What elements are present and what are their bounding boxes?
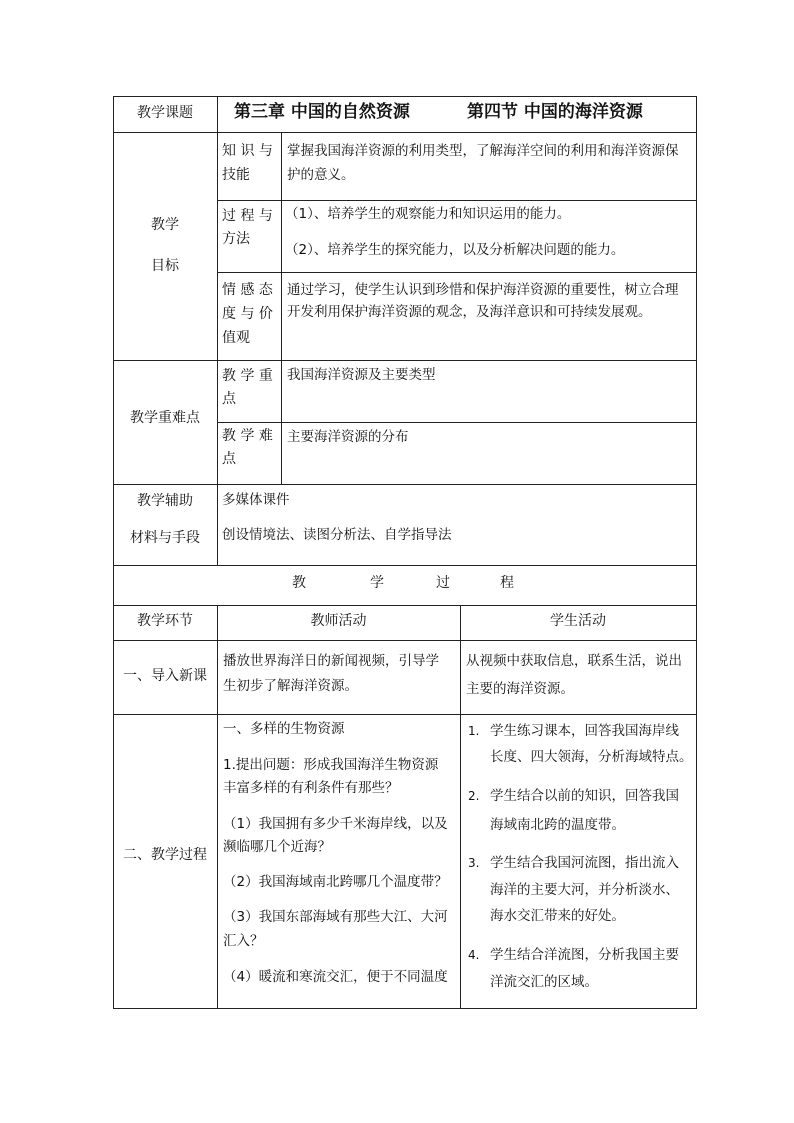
process-label-1: 过 程 与	[222, 208, 273, 224]
col-divider	[281, 132, 282, 484]
row-divider	[113, 360, 697, 361]
process-header-char-1: 教	[292, 575, 306, 591]
column-header-teacher: 教师活动	[310, 613, 367, 629]
table-border-bottom	[113, 1008, 697, 1009]
aids-label-2: 材料与手段	[130, 530, 200, 546]
chapter-title: 第三章 中国的自然资源	[234, 102, 410, 122]
row-divider	[113, 132, 697, 133]
student-item-line: 海域南北跨的温度带。	[490, 817, 625, 833]
teacher-activity-line: 汇入？	[223, 933, 264, 949]
keypoints-label: 教学重难点	[130, 410, 200, 426]
process-header-char-3: 过	[436, 575, 450, 591]
knowledge-text-1: 掌握我国海洋资源的利用类型，了解海洋空间的利用和海洋资源保	[287, 143, 679, 159]
process-header-char-4: 程	[500, 575, 514, 591]
difficulty-label-1: 教 学 难	[222, 428, 273, 444]
row-divider	[113, 605, 697, 606]
col-divider	[460, 605, 461, 1008]
teacher-activity-line: （3）我国东部海域有那些大江、大河	[223, 909, 448, 925]
table-border-right	[696, 96, 697, 1009]
student-item-number: 1.	[468, 724, 480, 738]
student-item-line: 学生结合以前的知识，回答我国	[490, 788, 679, 804]
emotion-label-2: 度 与 价	[222, 306, 273, 322]
topic-label: 教学课题	[137, 105, 193, 121]
intro-teacher-2: 生初步了解海洋资源。	[223, 678, 358, 694]
objectives-label-2: 目标	[151, 258, 179, 274]
row-divider	[113, 714, 697, 715]
process-header-char-2: 学	[370, 575, 384, 591]
emotion-label-3: 值观	[222, 330, 250, 346]
student-item-line: 学生结合洋流图，分析我国主要	[490, 947, 679, 963]
process-item-2: （2）、培养学生的探究能力，以及分析解决问题的能力。	[285, 242, 625, 258]
student-item-line: 长度、四大领海，分析海域特点。	[490, 749, 693, 765]
intro-teacher-1: 播放世界海洋日的新闻视频，引导学	[223, 653, 439, 669]
col-divider	[217, 96, 218, 565]
objectives-label-1: 教学	[151, 217, 179, 233]
knowledge-text-2: 护的意义。	[287, 167, 355, 183]
subrow-divider	[217, 272, 697, 273]
row-divider	[113, 640, 697, 641]
student-item-line: 海洋的主要大河，并分析淡水、	[490, 882, 679, 898]
teacher-activity-line: 一、多样的生物资源	[223, 721, 345, 737]
student-item-line: 学生练习课本，回答我国海岸线	[490, 723, 679, 739]
stage-teaching: 二、教学过程	[123, 847, 207, 863]
column-header-stage: 教学环节	[137, 613, 193, 629]
student-item-number: 3.	[468, 856, 480, 870]
section-title: 第四节 中国的海洋资源	[467, 102, 643, 122]
teacher-activity-line: 濒临哪几个近海？	[223, 839, 331, 855]
teacher-activity-line: （2）我国海域南北跨哪几个温度带？	[223, 874, 448, 890]
focus-text: 我国海洋资源及主要类型	[287, 367, 436, 383]
student-item-line: 海水交汇带来的好处。	[490, 908, 625, 924]
student-item-number: 4.	[468, 948, 480, 962]
process-label-2: 方法	[222, 231, 250, 247]
emotion-text-2: 开发利用保护海洋资源的观念，及海洋意识和可持续发展观。	[287, 304, 652, 320]
emotion-text-1: 通过学习，使学生认识到珍惜和保护海洋资源的重要性，树立合理	[287, 282, 679, 298]
emotion-label-1: 情 感 态	[222, 282, 273, 298]
aids-line-2: 创设情境法、读图分析法、自学指导法	[222, 527, 452, 543]
intro-student-1: 从视频中获取信息，联系生活，说出	[466, 653, 682, 669]
student-item-line: 洋流交汇的区域。	[490, 974, 598, 990]
column-header-student: 学生活动	[550, 613, 606, 629]
knowledge-label-2: 技能	[222, 167, 250, 183]
teacher-activity-line: （1）我国拥有多少千米海岸线，以及	[223, 816, 448, 832]
knowledge-label-1: 知 识 与	[222, 143, 273, 159]
student-item-line: 学生结合我国河流图，指出流入	[490, 855, 679, 871]
teacher-activity-line: （4）暖流和寒流交汇，便于不同温度	[223, 969, 448, 985]
row-divider	[113, 565, 697, 566]
teacher-activity-line: 1.提出问题：形成我国海洋生物资源	[223, 757, 439, 773]
focus-label-1: 教 学 重	[222, 368, 273, 384]
row-divider	[113, 484, 697, 485]
focus-label-2: 点	[222, 391, 236, 407]
stage-intro: 一、导入新课	[123, 668, 207, 684]
aids-line-1: 多媒体课件	[222, 492, 290, 508]
col-divider	[217, 605, 218, 1008]
teacher-activity-line: 丰富多样的有利条件有那些？	[223, 780, 399, 796]
table-border-top	[113, 96, 697, 97]
process-item-1: （1）、培养学生的观察能力和知识运用的能力。	[285, 206, 571, 222]
difficulty-text: 主要海洋资源的分布	[287, 429, 409, 445]
difficulty-label-2: 点	[222, 451, 236, 467]
aids-label-1: 教学辅助	[137, 493, 193, 509]
student-item-number: 2.	[468, 789, 480, 803]
subrow-divider	[217, 422, 697, 423]
intro-student-2: 主要的海洋资源。	[466, 681, 574, 697]
